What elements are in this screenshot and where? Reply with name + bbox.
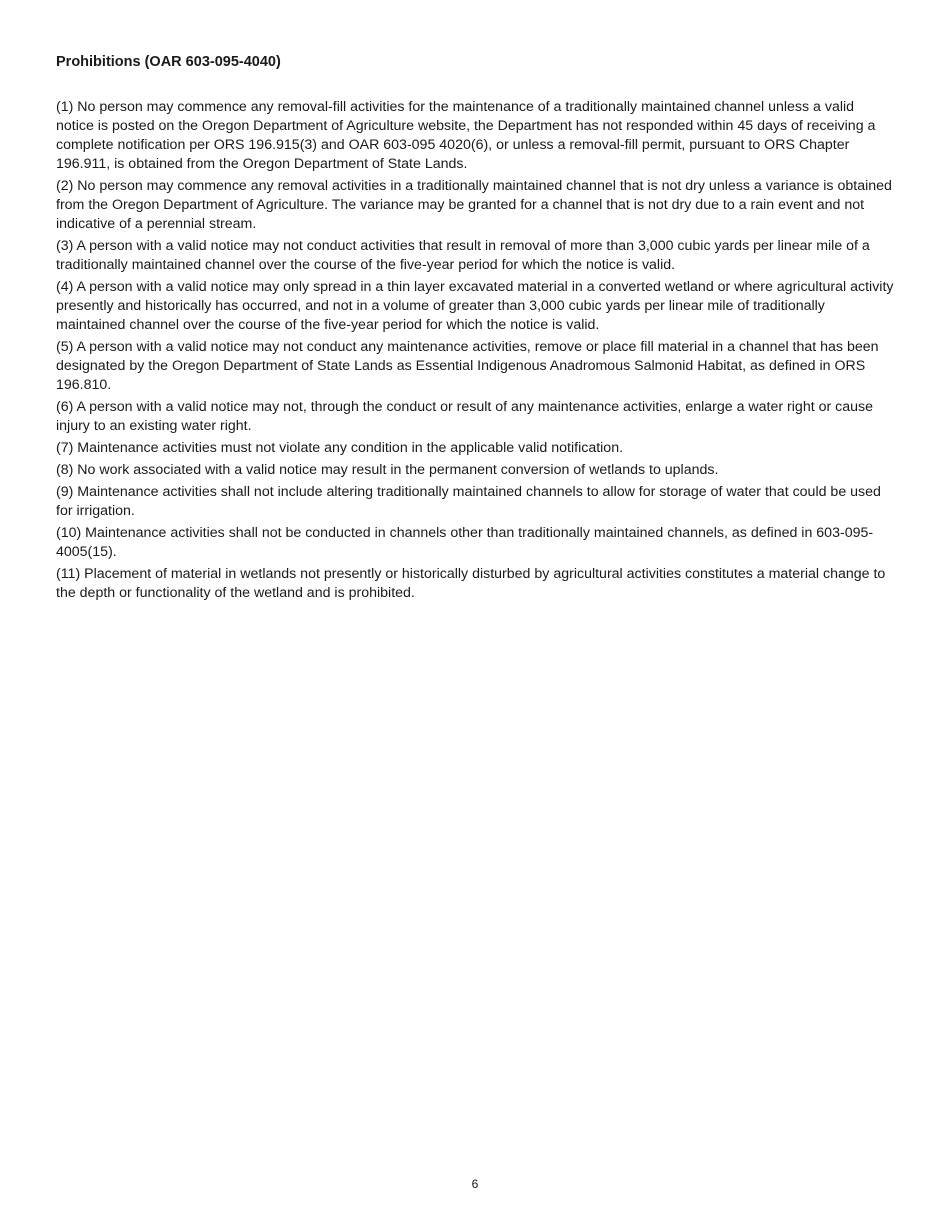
clause-3: (3) A person with a valid notice may not conduct activities that result in removal of more than 3,000 cubic yards per linear mile of a traditionally maintained channel over the course of the five-year period for which the notice is valid. — [56, 238, 870, 273]
clause-2: (2) No person may commence any removal activities in a traditionally maintained channel that is not dry unless a variance is obtained from the Oregon Department of Agriculture. The variance may be granted for a channel that is not dry due to a rain event and not indicative of a perennial stream. — [56, 178, 892, 232]
clause-5: (5) A person with a valid notice may not conduct any maintenance activities, remove or place fill material in a channel that has been designated by the Oregon Department of State Lands as Essential Indigenous Anadromous Salmonid Habitat, as defined in ORS 196.810. — [56, 339, 879, 393]
page-number: 6 — [471, 1177, 479, 1191]
document-page — [56, 52, 894, 606]
clause-4: (4) A person with a valid notice may only spread in a thin layer excavated material in a converted wetland or where agricultural activity presently and historically has occurred, and not in a volume of greater than 3,000 cubic yards per linear mile of traditionally maintained channel over the course of the five-year period for which the notice is valid. — [56, 279, 894, 333]
clause-7: (7) Maintenance activities must not violate any condition in the applicable valid notification. — [56, 440, 624, 456]
clause-8: (8) No work associated with a valid notice may result in the permanent conversion of wetlands to uplands. — [56, 462, 719, 478]
clause-10: (10) Maintenance activities shall not be conducted in channels other than traditionally maintained channels, as defined in 603-095-4005(15). — [56, 525, 874, 560]
clause-6: (6) A person with a valid notice may not, through the conduct or result of any maintenance activities, enlarge a water right or cause injury to an existing water right. — [56, 399, 874, 434]
clause-11: (11) Placement of material in wetlands not presently or historically disturbed by agricultural activities constitutes a material change to the depth or functionality of the wetland and is prohibited. — [56, 566, 886, 601]
clause-list — [56, 98, 894, 603]
section-heading: Prohibitions (OAR 603-095-4040) — [56, 54, 281, 70]
clause-9: (9) Maintenance activities shall not include altering traditionally maintained channels to allow for storage of water that could be used for irrigation. — [56, 484, 881, 519]
clause-1: (1) No person may commence any removal-fill activities for the maintenance of a traditionally maintained channel unless a valid notice is posted on the Oregon Department of Agriculture website, the Department has not responded within 45 days of receiving a complete notification per ORS 196.915(3) and OAR 603-095 4020(6), or unless a removal-fill permit, pursuant to ORS Chapter 196.911, is obtained from the Oregon Department of State Lands. — [56, 99, 876, 172]
